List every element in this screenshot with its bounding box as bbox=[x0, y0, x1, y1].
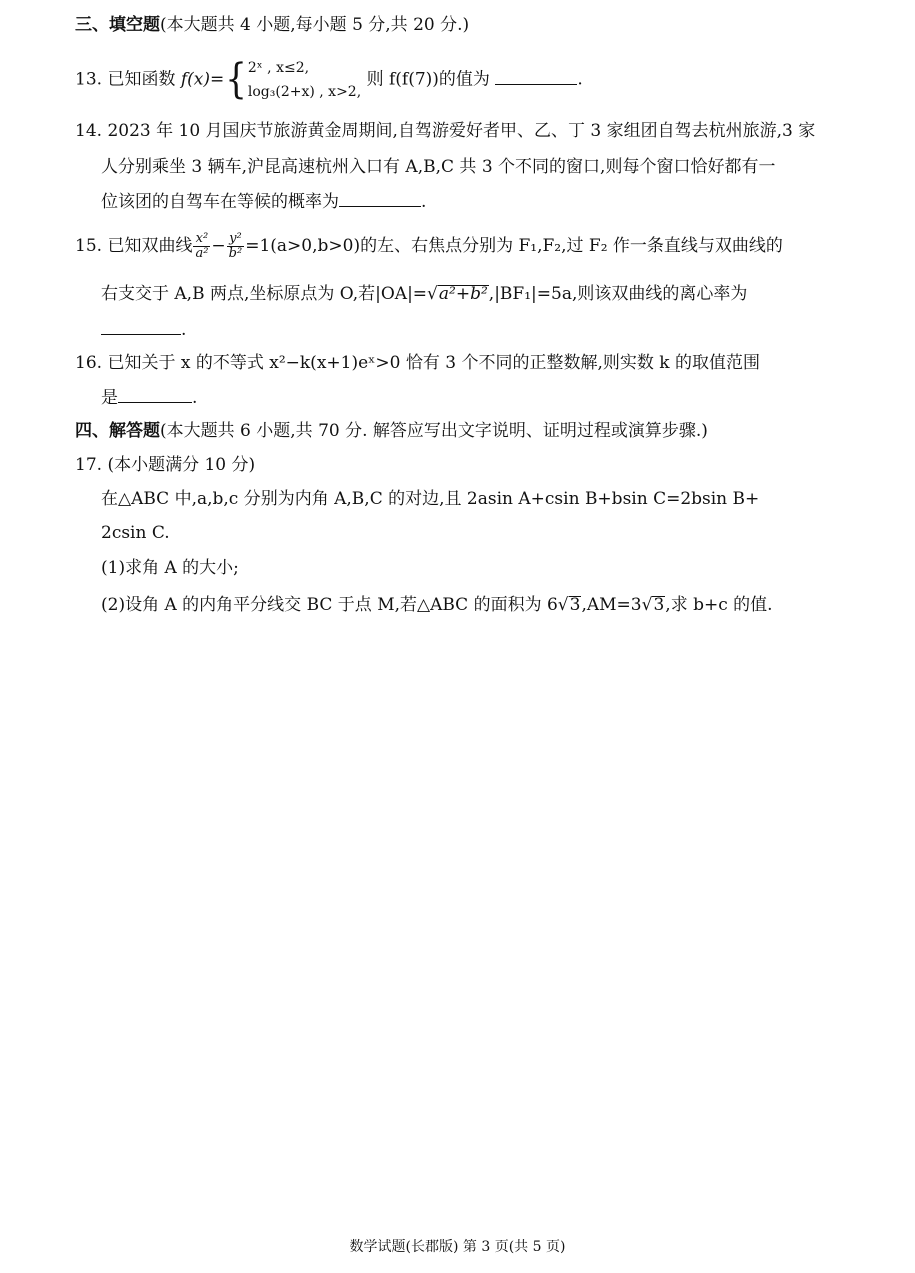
minus-sign: − bbox=[211, 236, 226, 256]
q15-line-2 bbox=[101, 283, 747, 305]
q17-heading: 17. (本小题满分 10 分) bbox=[75, 455, 256, 475]
answer-blank bbox=[101, 318, 181, 335]
sqrt-symbol: √ bbox=[557, 595, 569, 615]
q15-line-3 bbox=[101, 318, 186, 341]
q16-line-1: 16. 已知关于 x 的不等式 x²−k(x+1)eˣ>0 恰有 3 个不同的正整数解,则实数 k 的取值范围 bbox=[75, 353, 760, 373]
q17-part-2-b: ,AM=3 bbox=[581, 595, 642, 615]
q17-sqrt-1: 3 bbox=[569, 595, 581, 615]
frac-numerator: x² bbox=[193, 232, 210, 247]
q15-line-1 bbox=[75, 232, 783, 261]
q13-case-1: 2ˣ , x≤2, bbox=[247, 60, 310, 76]
q17-part-2 bbox=[101, 594, 773, 616]
q13-case-2: log₃(2+x) , x>2, bbox=[247, 84, 362, 100]
q17-part-2-a: (2)设角 A 的内角平分线交 BC 于点 M,若△ABC 的面积为 6 bbox=[101, 595, 558, 615]
fraction-y2-b2 bbox=[227, 232, 245, 261]
q16-end: . bbox=[192, 388, 198, 408]
q13-cases bbox=[248, 56, 361, 104]
q14-line-3-text: 位该团的自驾车在等候的概率为 bbox=[101, 192, 339, 212]
fraction-x2-a2 bbox=[193, 232, 210, 261]
section4-heading bbox=[75, 420, 708, 442]
page-footer: 数学试题(长郡版) 第 3 页(共 5 页) bbox=[349, 1239, 566, 1255]
q17-line-1: 在△ABC 中,a,b,c 分别为内角 A,B,C 的对边,且 2asin A+csin B+bsin C=2bsin B+ bbox=[101, 489, 760, 509]
q14-end: . bbox=[421, 192, 427, 212]
q16-line-2-text: 是 bbox=[101, 388, 118, 408]
q13-function: f(x)= bbox=[180, 69, 225, 90]
brace-symbol: { bbox=[225, 56, 247, 104]
section4-title: 四、解答题 bbox=[75, 421, 160, 441]
answer-blank bbox=[118, 386, 192, 403]
section3-note: (本大题共 4 小题,每小题 5 分,共 20 分.) bbox=[160, 15, 470, 35]
q15-tail: =1(a>0,b>0)的左、右焦点分别为 F₁,F₂,过 F₂ 作一条直线与双曲线的 bbox=[245, 236, 783, 256]
question-13 bbox=[75, 56, 583, 104]
sqrt-symbol: √ bbox=[427, 284, 438, 304]
q17-part-1: (1)求角 A 的大小; bbox=[101, 558, 239, 578]
q14-line-2: 人分别乘坐 3 辆车,沪昆高速杭州入口有 A,B,C 共 3 个不同的窗口,则每个窗口恰好都有一 bbox=[101, 157, 776, 177]
q16-line-2 bbox=[101, 386, 197, 409]
q13-lead: 13. 已知函数 bbox=[75, 69, 176, 90]
q14-line-1: 14. 2023 年 10 月国庆节旅游黄金周期间,自驾游爱好者甲、乙、丁 3 家组团自驾去杭州旅游,3 家 bbox=[75, 121, 816, 141]
answer-blank bbox=[339, 190, 421, 207]
q17-line-2: 2csin C. bbox=[101, 523, 170, 543]
answer-blank bbox=[495, 68, 577, 85]
sqrt-symbol: √ bbox=[641, 595, 653, 615]
q15-sqrt-content: a²+b² bbox=[438, 284, 488, 304]
frac-denominator: b² bbox=[228, 246, 243, 261]
frac-numerator: y² bbox=[227, 232, 245, 247]
q13-end: . bbox=[577, 69, 583, 90]
q15-line-2-a: 右支交于 A,B 两点,坐标原点为 O,若|OA|= bbox=[101, 284, 428, 304]
q13-tail: 则 f(f(7))的值为 bbox=[366, 69, 490, 90]
q17-sqrt-2: 3 bbox=[653, 595, 665, 615]
frac-denominator: a² bbox=[195, 246, 209, 261]
section3-heading bbox=[75, 14, 469, 36]
q15-end: . bbox=[181, 320, 187, 340]
q14-line-3 bbox=[101, 190, 426, 213]
q17-part-2-c: ,求 b+c 的值. bbox=[665, 595, 773, 615]
section3-title: 三、填空题 bbox=[75, 15, 160, 35]
section4-note: (本大题共 6 小题,共 70 分. 解答应写出文字说明、证明过程或演算步骤.) bbox=[160, 421, 708, 441]
q15-line-2-b: ,|BF₁|=5a,则该双曲线的离心率为 bbox=[488, 284, 748, 304]
q15-lead: 15. 已知双曲线 bbox=[75, 236, 193, 256]
